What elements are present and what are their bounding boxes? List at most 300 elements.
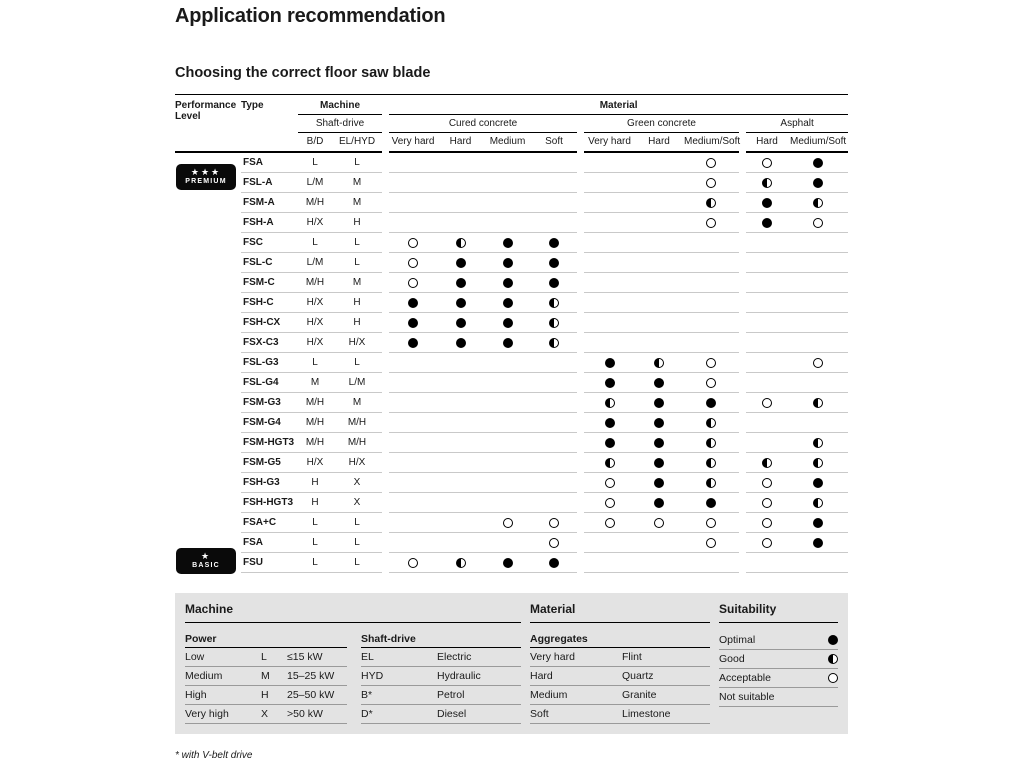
suitability-cell bbox=[484, 393, 531, 413]
col-spacer bbox=[382, 493, 389, 513]
shaft-drive-row bbox=[361, 648, 521, 667]
suitability-cell bbox=[746, 473, 788, 493]
acceptable-mark bbox=[706, 538, 716, 548]
col-spacer bbox=[382, 233, 389, 253]
blade-type-cell: FSM-HGT3 bbox=[241, 433, 298, 453]
acceptable-mark bbox=[813, 218, 823, 228]
suitability-cell bbox=[788, 193, 848, 213]
power-code: L bbox=[261, 651, 267, 663]
bd-code-cell: H bbox=[298, 473, 332, 493]
suitability-cell bbox=[584, 313, 635, 333]
good-mark bbox=[813, 458, 823, 468]
table-row bbox=[175, 152, 848, 173]
suitability-cell bbox=[635, 453, 683, 473]
suitability-cell bbox=[788, 333, 848, 353]
suitability-cell bbox=[788, 273, 848, 293]
good-mark bbox=[549, 318, 559, 328]
bd-code-cell: H bbox=[298, 493, 332, 513]
col-asphalt-hard: Hard bbox=[746, 133, 788, 153]
suitability-cell bbox=[584, 213, 635, 233]
good-mark bbox=[813, 398, 823, 408]
performance-level-cell bbox=[175, 393, 241, 413]
col-bd: B/D bbox=[298, 133, 332, 153]
optimal-mark bbox=[503, 558, 513, 568]
elhyd-code-cell: L bbox=[332, 553, 382, 573]
shaft-drive-value: Petrol bbox=[437, 689, 465, 701]
bd-code-cell: M bbox=[298, 373, 332, 393]
suitability-cell bbox=[635, 333, 683, 353]
shaft-drive-row bbox=[361, 705, 521, 724]
suitability-cell bbox=[584, 333, 635, 353]
elhyd-code-cell: M/H bbox=[332, 413, 382, 433]
suitability-cell bbox=[746, 553, 788, 573]
optimal-mark bbox=[503, 298, 513, 308]
blade-type-cell: FSA bbox=[241, 533, 298, 553]
performance-level-cell bbox=[175, 453, 241, 473]
suitability-cell bbox=[484, 453, 531, 473]
acceptable-mark bbox=[503, 518, 513, 528]
power-code: X bbox=[261, 708, 269, 720]
suitability-label: Optimal bbox=[719, 634, 756, 646]
suitability-cell bbox=[635, 353, 683, 373]
power-row bbox=[185, 648, 347, 667]
suitability-cell bbox=[389, 493, 437, 513]
col-group-green-concrete: Green concrete bbox=[584, 115, 739, 133]
acceptable-mark bbox=[706, 358, 716, 368]
acceptable-mark bbox=[605, 498, 615, 508]
acceptable-mark bbox=[605, 478, 615, 488]
suitability-cell bbox=[531, 273, 577, 293]
col-spacer bbox=[577, 393, 584, 413]
optimal-mark bbox=[813, 178, 823, 188]
bd-code-cell: H/X bbox=[298, 213, 332, 233]
power-table bbox=[185, 631, 347, 724]
suitability-cell bbox=[788, 353, 848, 373]
suitability-cell bbox=[531, 293, 577, 313]
suitability-cell bbox=[389, 373, 437, 393]
suitability-cell bbox=[746, 513, 788, 533]
bd-code-cell: L bbox=[298, 152, 332, 173]
col-spacer bbox=[577, 233, 584, 253]
col-spacer bbox=[577, 253, 584, 273]
bd-code-cell: L bbox=[298, 533, 332, 553]
suitability-row bbox=[719, 631, 838, 650]
suitability-cell bbox=[484, 273, 531, 293]
suitability-cell bbox=[389, 533, 437, 553]
premium-badge bbox=[176, 164, 236, 190]
aggregate-hardness: Soft bbox=[530, 708, 549, 720]
table-row bbox=[175, 513, 848, 533]
page bbox=[175, 0, 848, 761]
blade-type-cell: FSL-C bbox=[241, 253, 298, 273]
power-value: >50 kW bbox=[287, 708, 323, 720]
col-spacer bbox=[577, 313, 584, 333]
suitability-cell bbox=[437, 373, 484, 393]
suitability-cell bbox=[531, 253, 577, 273]
blade-type-cell: FSC bbox=[241, 233, 298, 253]
optimal-mark bbox=[605, 438, 615, 448]
col-spacer bbox=[739, 533, 746, 553]
suitability-cell bbox=[531, 173, 577, 193]
power-value: 15–25 kW bbox=[287, 670, 335, 682]
bd-code-cell: M/H bbox=[298, 413, 332, 433]
suitability-cell bbox=[683, 193, 739, 213]
suitability-cell bbox=[531, 453, 577, 473]
legend-machine-title: Machine bbox=[185, 602, 521, 623]
suitability-cell bbox=[584, 253, 635, 273]
suitability-cell bbox=[437, 533, 484, 553]
legend-panel bbox=[175, 593, 848, 734]
suitability-cell bbox=[531, 353, 577, 373]
suitability-cell bbox=[635, 273, 683, 293]
suitability-cell bbox=[746, 173, 788, 193]
col-spacer bbox=[577, 273, 584, 293]
acceptable-mark bbox=[706, 518, 716, 528]
suitability-cell bbox=[788, 513, 848, 533]
good-mark bbox=[456, 238, 466, 248]
aggregate-stone: Quartz bbox=[622, 670, 654, 682]
power-label: Medium bbox=[185, 670, 223, 682]
suitability-cell bbox=[584, 413, 635, 433]
suitability-row bbox=[719, 688, 838, 707]
aggregates-rows bbox=[530, 648, 710, 724]
table-row bbox=[175, 533, 848, 553]
col-cured-soft: Soft bbox=[531, 133, 577, 153]
suitability-cell bbox=[788, 152, 848, 173]
col-cured-hard: Hard bbox=[437, 133, 484, 153]
suitability-cell bbox=[584, 273, 635, 293]
elhyd-code-cell: L bbox=[332, 152, 382, 173]
suitability-cell bbox=[635, 513, 683, 533]
col-spacer bbox=[739, 233, 746, 253]
suitability-cell bbox=[746, 273, 788, 293]
elhyd-code-cell: H bbox=[332, 313, 382, 333]
suitability-cell bbox=[788, 373, 848, 393]
optimal-mark bbox=[605, 358, 615, 368]
suitability-cell bbox=[531, 373, 577, 393]
suitability-cell bbox=[389, 173, 437, 193]
performance-level-cell bbox=[175, 313, 241, 333]
suitability-cell bbox=[788, 233, 848, 253]
suitability-cell bbox=[683, 413, 739, 433]
badge-stars: ★★★ bbox=[190, 166, 222, 177]
col-group-asphalt: Asphalt bbox=[746, 115, 848, 133]
blade-type-cell: FSA+C bbox=[241, 513, 298, 533]
optimal-mark bbox=[503, 278, 513, 288]
suitability-cell bbox=[484, 533, 531, 553]
footnote: * with V-belt drive bbox=[175, 750, 253, 761]
suitability-cell bbox=[484, 353, 531, 373]
acceptable-mark bbox=[408, 238, 418, 248]
suitability-cell bbox=[746, 353, 788, 373]
power-row bbox=[185, 686, 347, 705]
col-spacer bbox=[739, 115, 746, 133]
performance-level-cell bbox=[175, 233, 241, 253]
performance-level-cell bbox=[175, 353, 241, 373]
suitability-cell bbox=[683, 513, 739, 533]
col-spacer bbox=[577, 333, 584, 353]
acceptable-mark bbox=[762, 158, 772, 168]
elhyd-code-cell: X bbox=[332, 493, 382, 513]
suitability-cell bbox=[484, 173, 531, 193]
suitability-cell bbox=[635, 493, 683, 513]
good-mark bbox=[654, 358, 664, 368]
suitability-cell bbox=[746, 433, 788, 453]
application-table bbox=[175, 94, 848, 573]
suitability-cell bbox=[683, 273, 739, 293]
aggregate-row bbox=[530, 686, 710, 705]
table-row bbox=[175, 253, 848, 273]
performance-level-cell bbox=[175, 473, 241, 493]
elhyd-code-cell: H bbox=[332, 213, 382, 233]
optimal-mark bbox=[654, 498, 664, 508]
suitability-cell bbox=[437, 233, 484, 253]
blade-type-cell: FSL-G4 bbox=[241, 373, 298, 393]
col-group-machine: Machine bbox=[298, 95, 382, 115]
shaft-drive-value: Diesel bbox=[437, 708, 467, 720]
col-spacer bbox=[577, 433, 584, 453]
suitability-cell bbox=[635, 233, 683, 253]
good-mark bbox=[706, 198, 716, 208]
suitability-cell bbox=[635, 152, 683, 173]
acceptable-mark bbox=[762, 538, 772, 548]
optimal-mark bbox=[654, 478, 664, 488]
suitability-cell bbox=[389, 273, 437, 293]
shaft-drive-row bbox=[361, 667, 521, 686]
suitability-cell bbox=[389, 453, 437, 473]
suitability-row bbox=[719, 650, 838, 669]
suitability-cell bbox=[788, 433, 848, 453]
good-mark bbox=[706, 478, 716, 488]
col-green-very-hard: Very hard bbox=[584, 133, 635, 153]
good-mark bbox=[605, 398, 615, 408]
suitability-label: Not suitable bbox=[719, 691, 775, 703]
legend-machine-column bbox=[185, 602, 521, 724]
suitability-cell bbox=[683, 533, 739, 553]
blade-type-cell: FSA bbox=[241, 152, 298, 173]
col-spacer bbox=[577, 173, 584, 193]
suitability-cell bbox=[484, 513, 531, 533]
elhyd-code-cell: X bbox=[332, 473, 382, 493]
suitability-rows bbox=[719, 631, 838, 707]
col-spacer bbox=[577, 513, 584, 533]
suitability-cell bbox=[437, 493, 484, 513]
optimal-mark bbox=[456, 318, 466, 328]
power-row bbox=[185, 705, 347, 724]
suitability-cell bbox=[683, 293, 739, 313]
optimal-mark bbox=[706, 398, 716, 408]
optimal-mark bbox=[456, 298, 466, 308]
elhyd-code-cell: M/H bbox=[332, 433, 382, 453]
acceptable-mark bbox=[654, 518, 664, 528]
suitability-cell bbox=[788, 493, 848, 513]
table-row bbox=[175, 233, 848, 253]
elhyd-code-cell: H/X bbox=[332, 333, 382, 353]
blade-type-cell: FSM-A bbox=[241, 193, 298, 213]
suitability-cell bbox=[389, 213, 437, 233]
suitability-cell bbox=[683, 473, 739, 493]
blade-type-cell: FSH-A bbox=[241, 213, 298, 233]
aggregate-hardness: Very hard bbox=[530, 651, 575, 663]
optimal-mark bbox=[828, 635, 838, 645]
suitability-cell bbox=[746, 533, 788, 553]
suitability-cell bbox=[437, 173, 484, 193]
col-spacer bbox=[382, 333, 389, 353]
suitability-cell bbox=[746, 313, 788, 333]
optimal-mark bbox=[654, 458, 664, 468]
suitability-cell bbox=[683, 373, 739, 393]
optimal-mark bbox=[503, 338, 513, 348]
col-spacer bbox=[382, 453, 389, 473]
suitability-cell bbox=[437, 193, 484, 213]
optimal-mark bbox=[549, 278, 559, 288]
col-spacer bbox=[577, 453, 584, 473]
shaft-drive-table-title: Shaft-drive bbox=[361, 631, 521, 648]
suitability-cell bbox=[484, 473, 531, 493]
bd-code-cell: L bbox=[298, 513, 332, 533]
table-row bbox=[175, 213, 848, 233]
legend-suitability-title: Suitability bbox=[719, 602, 838, 623]
good-mark bbox=[828, 654, 838, 664]
suitability-cell bbox=[746, 453, 788, 473]
col-spacer bbox=[382, 513, 389, 533]
power-code: H bbox=[261, 689, 269, 701]
suitability-cell bbox=[484, 213, 531, 233]
col-group-material: Material bbox=[389, 95, 848, 115]
col-spacer bbox=[739, 433, 746, 453]
col-spacer bbox=[577, 133, 584, 153]
suitability-cell bbox=[683, 213, 739, 233]
table-row bbox=[175, 393, 848, 413]
performance-level-cell bbox=[175, 413, 241, 433]
legend-material-title: Material bbox=[530, 602, 710, 623]
suitability-cell bbox=[484, 433, 531, 453]
table-row bbox=[175, 473, 848, 493]
table-row bbox=[175, 333, 848, 353]
suitability-cell bbox=[531, 233, 577, 253]
good-mark bbox=[706, 438, 716, 448]
suitability-cell bbox=[584, 152, 635, 173]
optimal-mark bbox=[654, 418, 664, 428]
suitability-cell bbox=[437, 313, 484, 333]
col-green-medium-soft: Medium/Soft bbox=[683, 133, 739, 153]
optimal-mark bbox=[762, 218, 772, 228]
suitability-cell bbox=[788, 313, 848, 333]
blade-type-cell: FSM-G5 bbox=[241, 453, 298, 473]
acceptable-mark bbox=[762, 518, 772, 528]
optimal-mark bbox=[762, 198, 772, 208]
legend-material-column bbox=[530, 602, 710, 724]
suitability-cell bbox=[389, 353, 437, 373]
legend-suitability-column bbox=[719, 602, 838, 724]
col-spacer bbox=[577, 213, 584, 233]
bd-code-cell: H/X bbox=[298, 453, 332, 473]
suitability-cell bbox=[584, 493, 635, 513]
good-mark bbox=[549, 298, 559, 308]
suitability-cell bbox=[683, 173, 739, 193]
col-group-cured-concrete: Cured concrete bbox=[389, 115, 577, 133]
suitability-cell bbox=[531, 193, 577, 213]
col-spacer bbox=[382, 533, 389, 553]
good-mark bbox=[813, 438, 823, 448]
suitability-cell bbox=[788, 293, 848, 313]
bd-code-cell: H/X bbox=[298, 333, 332, 353]
acceptable-mark bbox=[762, 398, 772, 408]
suitability-cell bbox=[531, 513, 577, 533]
col-cured-very-hard: Very hard bbox=[389, 133, 437, 153]
bd-code-cell: H/X bbox=[298, 313, 332, 333]
col-spacer bbox=[739, 173, 746, 193]
power-label: High bbox=[185, 689, 207, 701]
blade-type-cell: FSM-G3 bbox=[241, 393, 298, 413]
table-row bbox=[175, 413, 848, 433]
suitability-cell bbox=[683, 433, 739, 453]
col-spacer bbox=[739, 313, 746, 333]
power-row bbox=[185, 667, 347, 686]
suitability-cell bbox=[389, 253, 437, 273]
col-spacer bbox=[739, 493, 746, 513]
suitability-label: Acceptable bbox=[719, 672, 771, 684]
col-spacer bbox=[382, 353, 389, 373]
suitability-cell bbox=[683, 493, 739, 513]
col-performance-level: Performance Level bbox=[175, 95, 241, 153]
suitability-cell bbox=[584, 393, 635, 413]
power-table-title: Power bbox=[185, 631, 347, 648]
elhyd-code-cell: H/X bbox=[332, 453, 382, 473]
col-spacer bbox=[577, 115, 584, 133]
elhyd-code-cell: L bbox=[332, 353, 382, 373]
suitability-cell bbox=[584, 453, 635, 473]
col-group-shaft-drive: Shaft-drive bbox=[298, 115, 382, 133]
table-row bbox=[175, 353, 848, 373]
suitability-cell bbox=[788, 473, 848, 493]
shaft-drive-code: D* bbox=[361, 708, 373, 720]
suitability-cell bbox=[584, 173, 635, 193]
suitability-cell bbox=[531, 393, 577, 413]
col-spacer bbox=[382, 95, 389, 153]
suitability-cell bbox=[635, 213, 683, 233]
bd-code-cell: L/M bbox=[298, 173, 332, 193]
blade-type-cell: FSX-C3 bbox=[241, 333, 298, 353]
power-value: ≤15 kW bbox=[287, 651, 323, 663]
suitability-cell bbox=[584, 433, 635, 453]
acceptable-mark bbox=[549, 518, 559, 528]
suitability-cell bbox=[635, 313, 683, 333]
elhyd-code-cell: M bbox=[332, 193, 382, 213]
aggregate-row bbox=[530, 705, 710, 724]
suitability-cell bbox=[437, 273, 484, 293]
suitability-cell bbox=[484, 413, 531, 433]
suitability-cell bbox=[437, 253, 484, 273]
suitability-cell bbox=[788, 173, 848, 193]
suitability-cell bbox=[635, 293, 683, 313]
bd-code-cell: L bbox=[298, 353, 332, 373]
col-spacer bbox=[577, 493, 584, 513]
good-mark bbox=[813, 198, 823, 208]
suitability-cell bbox=[531, 413, 577, 433]
suitability-cell bbox=[531, 533, 577, 553]
suitability-cell bbox=[683, 333, 739, 353]
acceptable-mark bbox=[706, 178, 716, 188]
shaft-drive-value: Hydraulic bbox=[437, 670, 481, 682]
suitability-cell bbox=[746, 393, 788, 413]
suitability-cell bbox=[484, 293, 531, 313]
suitability-cell bbox=[531, 152, 577, 173]
col-spacer bbox=[577, 553, 584, 573]
table-row bbox=[175, 193, 848, 213]
bd-code-cell: M/H bbox=[298, 273, 332, 293]
performance-level-cell bbox=[175, 273, 241, 293]
